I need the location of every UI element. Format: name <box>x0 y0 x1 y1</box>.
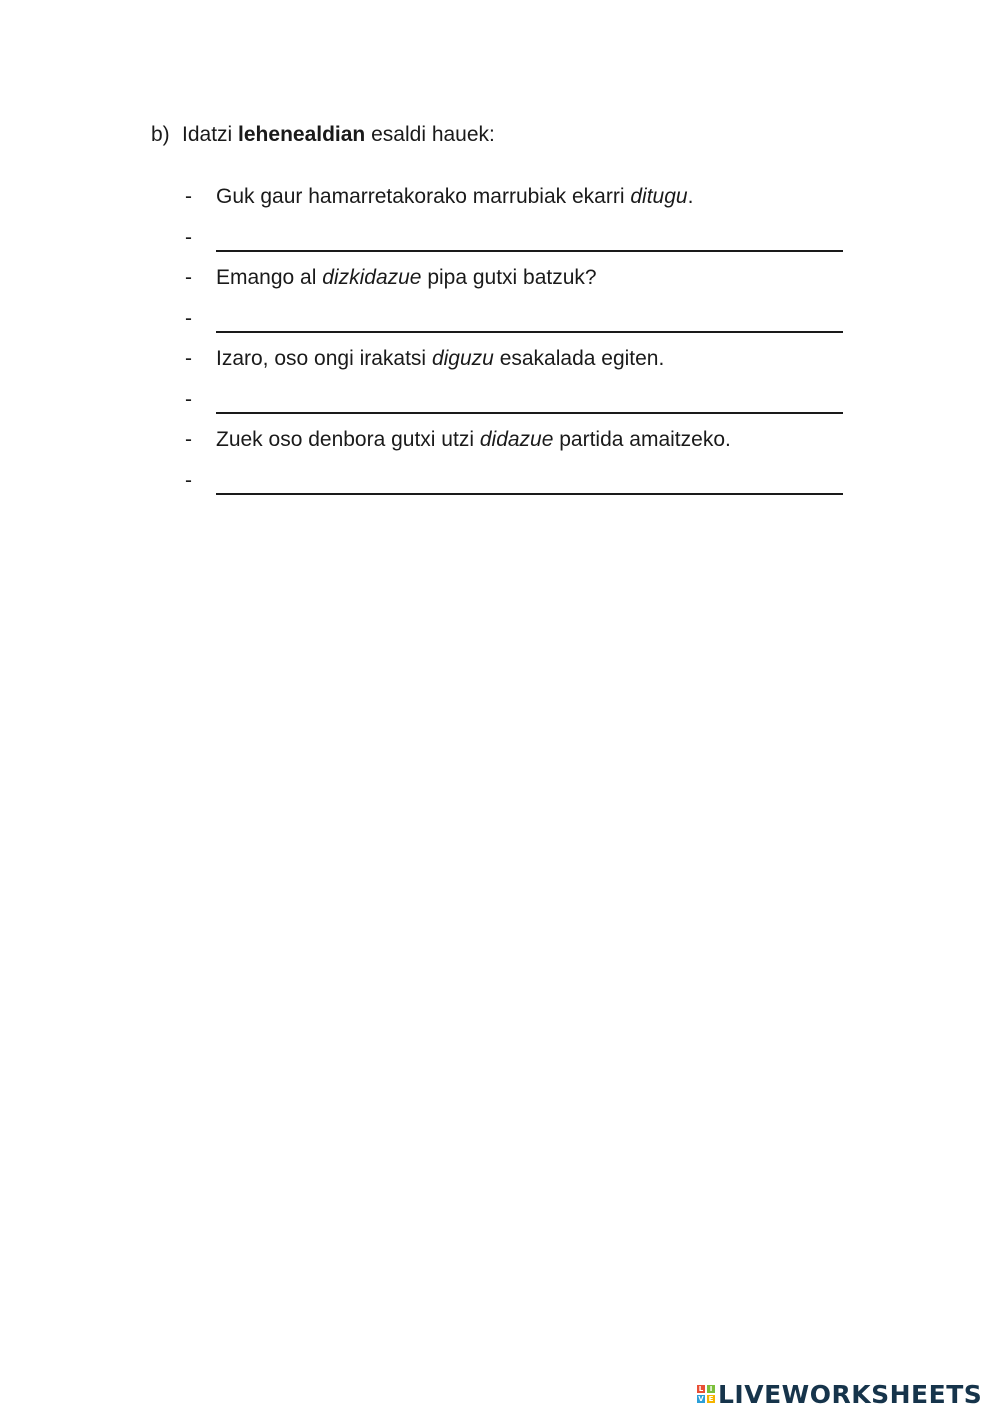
instruction-text-after: esaldi hauek: <box>371 123 495 146</box>
answer-input[interactable] <box>216 467 843 493</box>
sentence-text-after: esakalada egiten. <box>499 347 665 370</box>
sentence-text <box>216 183 693 211</box>
instruction-text-before: Idatzi <box>182 123 233 146</box>
sentence-text <box>216 426 731 454</box>
answer-line <box>216 412 843 414</box>
sentence-text <box>216 264 597 292</box>
liveworksheets-logo <box>697 1379 982 1409</box>
bullet-dash: - <box>185 226 192 249</box>
sentence-text-before: Guk gaur hamarretakorako marrubiak ekarri <box>216 185 625 208</box>
bullet-dash: - <box>185 347 192 370</box>
logo-mark-tile: V <box>698 1395 704 1403</box>
logo-mark-tile: L <box>698 1385 704 1393</box>
answer-input[interactable] <box>216 224 843 250</box>
bullet-dash: - <box>185 428 192 451</box>
answer-line <box>216 331 843 333</box>
sentence-text-after: partida amaitzeko. <box>559 428 731 451</box>
bullet-dash: - <box>185 307 192 330</box>
sentence-text-after: pipa gutxi batzuk? <box>427 266 597 289</box>
sentence-text <box>216 345 664 373</box>
answer-line <box>216 493 843 495</box>
bullet-dash: - <box>185 388 192 411</box>
sentence-text-after: . <box>687 185 694 208</box>
exercise-marker: b) <box>151 123 170 146</box>
sentence-verb: ditugu <box>630 185 688 208</box>
bullet-dash: - <box>185 185 192 208</box>
logo-mark-icon <box>697 1385 715 1403</box>
logo-mark-tile: E <box>708 1395 714 1403</box>
exercise-instruction <box>151 121 495 149</box>
logo-text: LIVEWORKSHEETS <box>718 1379 983 1409</box>
logo-mark-tile: I <box>707 1385 715 1393</box>
bullet-dash: - <box>185 469 192 492</box>
sentence-text-before: Izaro, oso ongi irakatsi <box>216 347 427 370</box>
sentence-text-before: Zuek oso denbora gutxi utzi <box>216 428 474 451</box>
sentence-text-before: Emango al <box>216 266 317 289</box>
answer-line <box>216 250 843 252</box>
answer-input[interactable] <box>216 305 843 331</box>
bullet-dash: - <box>185 266 192 289</box>
answer-input[interactable] <box>216 386 843 412</box>
sentence-verb: dizkidazue <box>322 266 422 289</box>
sentence-verb: diguzu <box>431 347 494 370</box>
sentence-verb: didazue <box>479 428 554 451</box>
instruction-keyword: lehenealdian <box>238 123 366 146</box>
